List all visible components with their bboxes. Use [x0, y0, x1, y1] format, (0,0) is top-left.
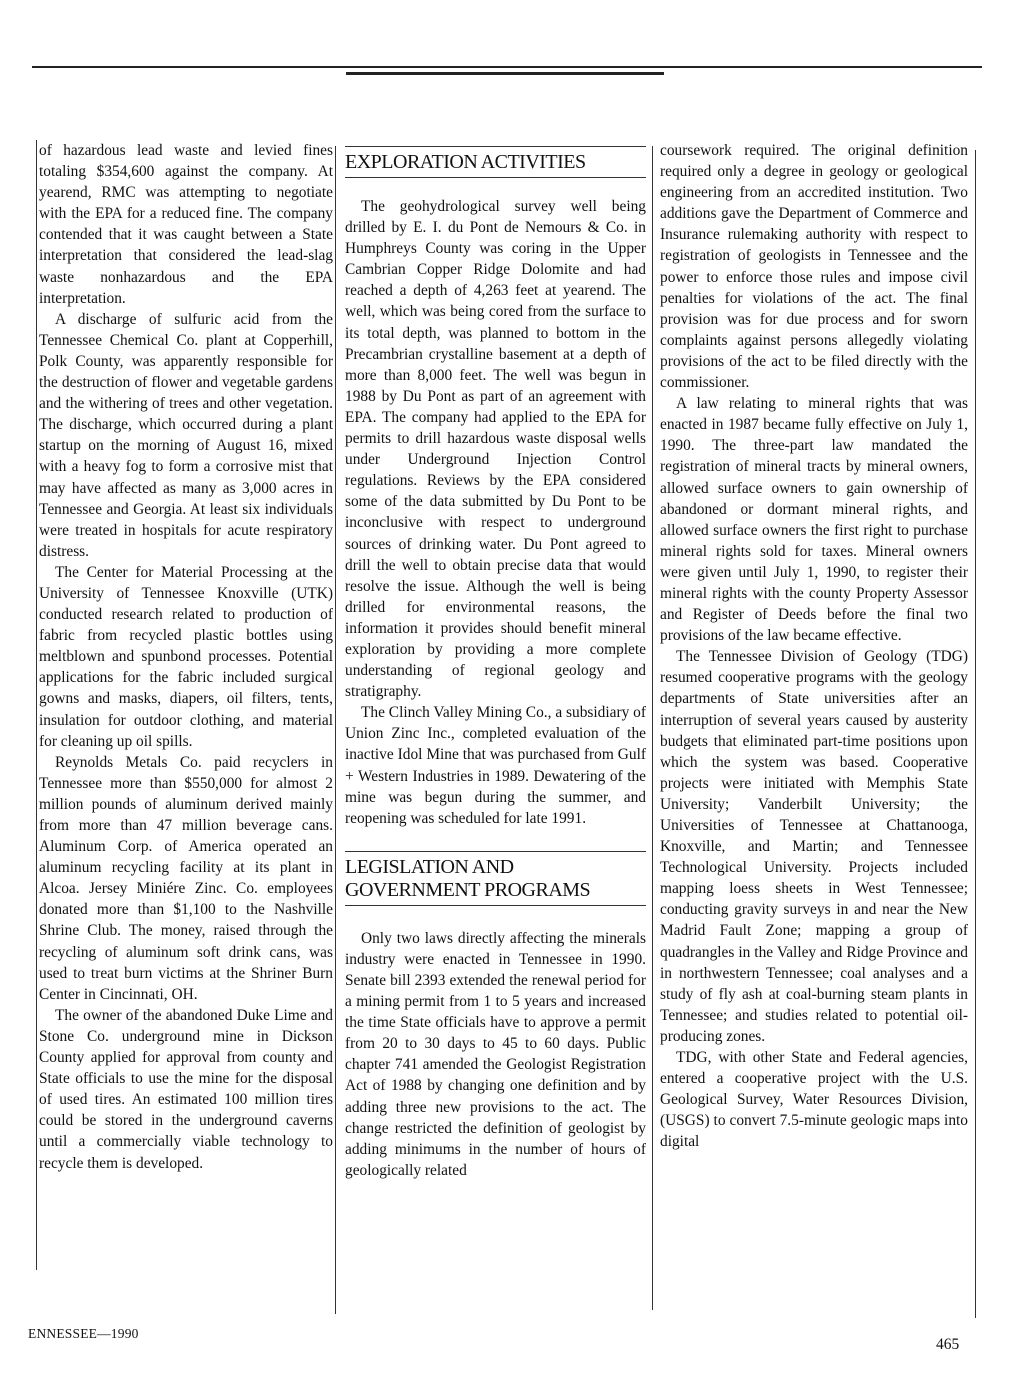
paragraph: coursework required. The original definition required only a degree in geology or geological engineering from an accredited institution. Two additions gave the Department of Commerce and Insurance rulemaking authority with respect to registration of geologists in Tennessee and the power to enforce those rules and impose civil penalties for violations of the act. The final provision was for due process and for sworn complaints against persons allegedly violating provisions of the act to be filed directly with the commissioner. [660, 142, 968, 392]
heading-rule [345, 851, 646, 852]
page-number: 465 [936, 1336, 960, 1353]
section-heading-legislation-line1: LEGISLATION AND [345, 855, 514, 878]
paragraph: The geohydrological survey well being drilled by E. I. du Pont de Nemours & Co. in Humphreys County was coring in the Upper Cambrian Copper Ridge Dolomite and had reached a depth of 4,263 feet at yearend. The well, which was being cored from the surface to its total depth, was planned to bottom in the Precambrian crystalline basement at a depth of more than 8,000 feet. The well was begun in 1988 by Du Pont as part of an agreement with EPA. The company had applied to the EPA for permits to drill hazardous waste disposal wells under Underground Injection Control regulations. Reviews by the EPA considered some of the data submitted by Du Pont to be inconclusive with respect to underground sources of drinking water. Du Pont agreed to drill the well to obtain precise data that would resolve the issue. Although the well is being drilled for environmental reasons, the information it provides should benefit mineral exploration by providing a more complete understanding of regional geology and stratigraphy. [345, 198, 646, 701]
paragraph: The Center for Material Processing at the University of Tennessee Knoxville (UTK) conducted research related to production of fabric from recycled plastic bottles using meltblown and spunbond processes. Potential applications for the fabric included surgical gowns and masks, diapers, oil filters, tents, insulation for outdoor clothing, and material for cleaning up oil spills. [39, 563, 333, 750]
exploration-heading-block [345, 146, 646, 178]
paragraph: The Clinch Valley Mining Co., a subsidiary of Union Zinc Inc., completed evaluation of the inactive Idol Mine that was purchased from Gulf + Western Industries in 1989. Dewatering of the mine was begun during the summer, and reopening was scheduled for late 1991. [345, 704, 646, 827]
column-1 [36, 140, 333, 1270]
column-right-rule [975, 150, 976, 1318]
section-heading-legislation-line2: GOVERNMENT PROGRAMS [345, 878, 591, 901]
heading-rule [345, 905, 646, 906]
column-2 [345, 140, 646, 1181]
legislation-heading-block [345, 851, 646, 906]
heading-rule [345, 146, 646, 147]
paragraph: The Tennessee Division of Geology (TDG) resumed cooperative programs with the geology departments of State universities after an interruption of several years caused by austerity budgets that eliminated part-time positions upon which the system was based. Cooperative projects were initiated with Memphis State University; Vanderbilt University; the Universities of Tennessee at Chattanooga, Knoxville, and Martin; and Tennessee Technological University. Projects included mapping loess sheets in West Tennessee; conducting gravity surveys in and near the New Madrid Fault Zone; mapping a group of quadrangles in the Valley and Ridge Province and in northwestern Tennessee; coal analyses and a study of fly ash at coal-burning steam plants in Tennessee; and studies related to potential oil-producing zones. [660, 648, 968, 1045]
column-divider [652, 146, 653, 1310]
paragraph: The owner of the abandoned Duke Lime and Stone Co. underground mine in Dickson County applied for approval from county and State officials to use the mine for the disposal of used tires. An estimated 100 million tires could be stored in the underground caverns until a commercially viable technology to recycle them is developed. [39, 1006, 333, 1172]
column-3 [660, 140, 968, 1318]
paragraph: A law relating to mineral rights that was enacted in 1987 became fully effective on July 1, 1990. The three-part law mandated the registration of mineral tracts by mineral owners, allowed surface owners to gain ownership of abandoned or dormant mineral rights, and allowed surface owners the first right to purchase mineral rights sold for taxes. Mineral owners were given until July 1, 1990, to register their mineral rights with the county Property Assessor and Register of Deeds before the final two provisions of the law became effective. [660, 395, 968, 645]
paragraph: TDG, with other State and Federal agencies, entered a cooperative project with the U.S. Geological Survey, Water Resources Division, (USGS) to convert 7.5-minute geologic maps into digital [660, 1049, 968, 1151]
paragraph: Reynolds Metals Co. paid recyclers in Tennessee more than $550,000 for almost 2 million pounds of aluminum derived mainly from more than 47 million beverage cans. Aluminum Corp. of America operated an aluminum recycling facility at its plant in Alcoa. Jersey Miniére Zinc. Co. employees donated more than $1,100 to the Nashville Shrine Club. The money, raised through the recycling of aluminum soft drink cans, was used to treat burn victims at the Shriner Burn Center in Cincinnati, OH. [39, 753, 333, 1003]
paragraph: A discharge of sulfuric acid from the Tennessee Chemical Co. plant at Copperhill, Polk County, was apparently responsible for the destruction of flower and vegetable gardens and the withering of trees and other vegetation. The discharge, which occurred during a plant startup on the morning of August 16, mixed with a heavy fog to form a corrosive mist that may have affected as many as 3,000 acres in Tennessee and Georgia. At least six individuals were treated in hospitals for acute respiratory distress. [39, 310, 333, 560]
top-rule-accent [346, 72, 664, 75]
paragraph: Only two laws directly affecting the minerals industry were enacted in Tennessee in 1990. Senate bill 2393 extended the renewal period for a mining permit from 1 to 5 years and increased the time State officials have to approve a permit from 20 to 30 days to 45 to 60 days. Public chapter 741 amended the Geologist Registration Act of 1988 by changing one definition and by adding three new provisions to the act. The change restricted the definition of geologist by adding minimums in the number of hours of geologically related [345, 929, 646, 1179]
running-head: ENNESSEE—1990 [28, 1326, 139, 1341]
heading-rule [345, 177, 646, 178]
paragraph: of hazardous lead waste and levied fines totaling $354,600 against the company. At yearend, RMC was attempting to negotiate with the EPA for a reduced fine. The company contended that it was caught between a State interpretation that considered the lead-slag waste nonhazardous and the EPA interpretation. [39, 142, 333, 307]
column-divider [335, 146, 336, 1314]
top-rule [32, 66, 982, 68]
section-heading-exploration: EXPLORATION ACTIVITIES [345, 151, 586, 173]
